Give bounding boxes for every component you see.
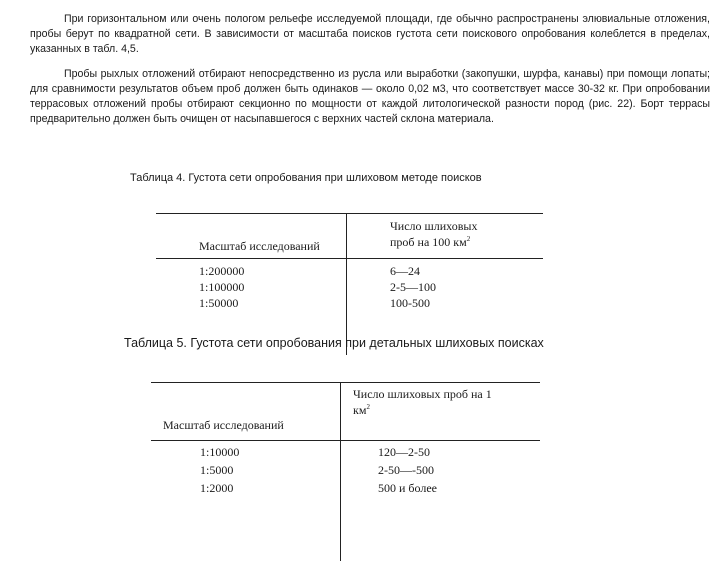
table4-col2-header-sup: 2	[467, 235, 471, 243]
paragraph-1: При горизонтальном или очень пологом рельефе исследуемой площади, где обычно распространены элювиальные отложения, пробы берут по квадратной сети. В зависимости от масштаба поисков густота сети поискового опробования колеблется в пределах, указанных в табл. 4,5.	[30, 12, 710, 57]
table5-count: 2-50—-500	[378, 461, 540, 479]
table4-caption: Таблица 4. Густота сети опробования при шлиховом методе поисков	[130, 172, 482, 184]
table5-col1-header-cell	[151, 383, 341, 441]
table5-caption: Таблица 5. Густота сети опробования при детальных шлиховых поисках	[118, 336, 558, 351]
table4-col2-header-line2: проб на 100 км	[390, 235, 467, 249]
table5-col1-header: Масштаб исследований	[151, 418, 340, 440]
table5-scale: 1:5000	[200, 461, 340, 479]
table5	[151, 382, 540, 561]
table4-header-row	[156, 214, 543, 259]
table5-col2-header-sup: 2	[366, 403, 370, 411]
table5-scale: 1:2000	[200, 479, 340, 497]
table4-count: 6—24	[390, 263, 543, 279]
paragraph-2: Пробы рыхлых отложений отбирают непосредственно из русла или выработки (закопушки, шурфа, канавы) при помощи лопаты; для сравнимости результатов объем проб должен быть одинаков — около 0,02 м3, что соответствует массе 30-32 кг. При опробовании террасовых отложений пробы отбирают секционно по мощности от каждой литологической разности пород (рис. 22). Борт террасы предварительно должен быть очищен от насыпавшегося с верхних частей склона материала.	[30, 67, 710, 127]
table5-col2-header-line1: Число шлиховых проб на 1	[353, 386, 528, 402]
table5-col2-header-line2: км	[353, 403, 366, 417]
table4-count: 2-5—100	[390, 279, 543, 295]
table5-scale-cell	[151, 441, 341, 561]
table5-header-row	[151, 383, 540, 441]
table4-scale: 1:100000	[199, 279, 346, 295]
table4	[156, 213, 543, 355]
table4-col2-header-cell	[347, 214, 544, 259]
table4-col2-header-line1: Число шлиховых	[390, 218, 543, 234]
table5-col2-header	[341, 383, 540, 418]
table5-scale: 1:10000	[200, 443, 340, 461]
table4-scale: 1:200000	[199, 263, 346, 279]
table4-count: 100-500	[390, 295, 543, 311]
table5-count: 120—2-50	[378, 443, 540, 461]
table4-col1-header: Масштаб исследований	[156, 239, 346, 258]
table5-count-cell	[341, 441, 541, 561]
table4-col1-header-cell	[156, 214, 347, 259]
table4-scale: 1:50000	[199, 295, 346, 311]
table5-col2-header-cell	[341, 383, 541, 441]
table5-body-row	[151, 441, 540, 561]
table5-count: 500 и более	[378, 479, 540, 497]
table4-col2-header	[347, 214, 543, 250]
